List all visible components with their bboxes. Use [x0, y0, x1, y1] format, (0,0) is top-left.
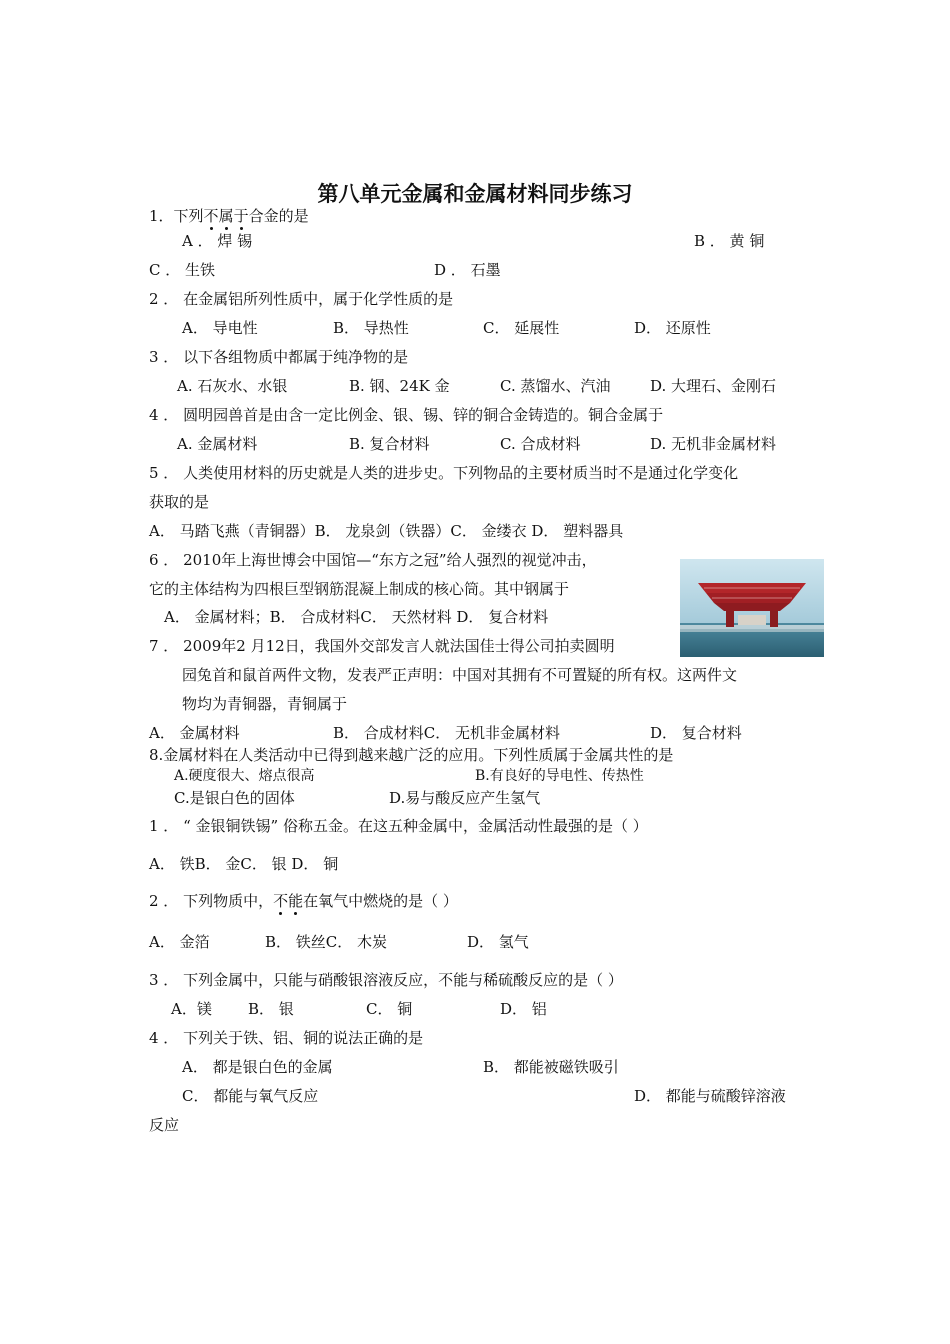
- question-8-option-a: A.硬度很大、熔点很高: [174, 768, 315, 784]
- question-4-option-c: C. 合成材料: [500, 435, 581, 453]
- question-r4-stem: 4 ． 下列关于铁、铝、铜的说法正确的是: [149, 1029, 424, 1047]
- emphasis-char: 不: [203, 207, 219, 225]
- question-4-option-b: B. 复合材料: [349, 435, 430, 453]
- question-1-stem: [149, 206, 309, 226]
- question-8-stem: 8.金属材料在人类活动中已得到越来越广泛的应用。下列性质属于金属共性的是: [149, 746, 674, 764]
- question-3-stem: 3 ． 以下各组物质中都属于纯净物的是: [149, 348, 409, 366]
- question-1-option-a: A ． 焊 锡: [182, 232, 253, 250]
- question-2-stem: 2 ． 在金属铝所列性质中，属于化学性质的是: [149, 290, 454, 308]
- question-6-stem: 6 ． 2010年上海世博会中国馆—“东方之冠”给人强烈的视觉冲击，: [149, 551, 597, 569]
- question-2-option-d: D． 还原性: [634, 319, 711, 337]
- question-r2-option-a: A． 金箔: [149, 933, 210, 951]
- question-2-option-c: C． 延展性: [483, 319, 560, 337]
- question-5-stem-cont: 获取的是: [149, 493, 210, 511]
- question-r4-option-d-cont: 反应: [149, 1116, 180, 1134]
- question-7-option-a: A． 金属材料: [149, 724, 240, 742]
- question-3-option-c: C. 蒸馏水、汽油: [500, 377, 611, 395]
- question-r1-options: A． 铁B． 金C． 银 D． 铜: [149, 855, 339, 873]
- question-8-option-d: D.易与酸反应产生氢气: [389, 789, 541, 807]
- question-1-option-d: D ． 石墨: [434, 261, 501, 279]
- question-r4-option-a: A． 都是银白色的金属: [182, 1058, 333, 1076]
- question-r3-stem: 3 ． 下列金属中，只能与硝酸银溶液反应，不能与稀硫酸反应的是（ ）: [149, 971, 623, 989]
- emphasis-char: 于: [233, 207, 249, 225]
- question-6-options: A． 金属材料；B． 合成材料C． 天然材料 D． 复合材料: [164, 608, 549, 626]
- q1-stem-post: 合金的是: [248, 207, 309, 225]
- question-r1-stem: 1 ． “ 金银铜铁锡” 俗称五金。在这五种金属中，金属活动性最强的是（ ）: [149, 817, 648, 835]
- china-pavilion-photo: [680, 559, 824, 657]
- question-r2-option-bc: B． 铁丝C． 木炭: [265, 933, 388, 951]
- question-6-stem-cont: 它的主体结构为四根巨型钢筋混凝上制成的核心筒。其中钢属于: [149, 580, 570, 598]
- question-3-option-d: D. 大理石、金刚石: [650, 377, 777, 395]
- question-8-option-c: C.是银白色的固体: [174, 789, 295, 807]
- r2-stem-pre: 2 ． 下列物质中，: [149, 892, 274, 910]
- emphasis-char: 能: [288, 892, 304, 910]
- question-r2-stem: [149, 891, 458, 911]
- question-7-stem-cont: 园兔首和鼠首两件文物，发表严正声明：中国对其拥有不可置疑的所有权。这两件文: [182, 666, 738, 684]
- page-title: 第八单元金属和金属材料同步练习: [317, 181, 633, 206]
- question-r4-option-b: B． 都能被磁铁吸引: [483, 1058, 619, 1076]
- emphasis-char: 属: [218, 207, 234, 225]
- question-5-options: A． 马踏飞燕（青铜器）B． 龙泉剑（铁器）C． 金缕衣 D． 塑料器具: [149, 522, 624, 540]
- question-3-option-b: B. 钢、24K 金: [349, 377, 450, 395]
- question-1-option-c: C ． 生铁: [149, 261, 216, 279]
- q1-stem-pre: 1．下列: [149, 207, 204, 225]
- question-r3-option-b: B． 银: [248, 1000, 294, 1018]
- question-r2-option-d: D． 氢气: [467, 933, 529, 951]
- question-r3-option-a: A．镁: [171, 1000, 212, 1018]
- question-7-option-d: D． 复合材料: [650, 724, 742, 742]
- question-7-option-bc: B． 合成材料C． 无机非金属材料: [333, 724, 561, 742]
- question-5-stem: 5 ． 人类使用材料的历史就是人类的进步史。下列物品的主要材质当时不是通过化学变化: [149, 464, 739, 482]
- question-1-option-b: B ． 黄 铜: [694, 232, 765, 250]
- question-8-option-b: B.有良好的导电性、传热性: [475, 768, 644, 784]
- question-2-option-b: B． 导热性: [333, 319, 409, 337]
- question-r4-option-c: C． 都能与氧气反应: [182, 1087, 319, 1105]
- r2-stem-post: 在氧气中燃烧的是（ ）: [303, 892, 458, 910]
- question-r3-option-c: C． 铜: [366, 1000, 413, 1018]
- question-4-option-d: D. 无机非金属材料: [650, 435, 777, 453]
- question-r4-option-d: D． 都能与硫酸锌溶液: [634, 1087, 786, 1105]
- question-2-option-a: A． 导电性: [182, 319, 258, 337]
- emphasis-char: 不: [273, 892, 289, 910]
- question-r3-option-d: D． 铝: [500, 1000, 547, 1018]
- question-7-stem: 7 ． 2009年2 月12日，我国外交部发言人就法国佳士得公司拍卖圆明: [149, 637, 615, 655]
- question-3-option-a: A. 石灰水、水银: [177, 377, 288, 395]
- question-4-stem: 4 ． 圆明园兽首是由含一定比例金、银、锡、锌的铜合金铸造的。铜合金属于: [149, 406, 664, 424]
- question-7-stem-cont2: 物均为青铜器，青铜属于: [182, 695, 348, 713]
- question-4-option-a: A. 金属材料: [177, 435, 258, 453]
